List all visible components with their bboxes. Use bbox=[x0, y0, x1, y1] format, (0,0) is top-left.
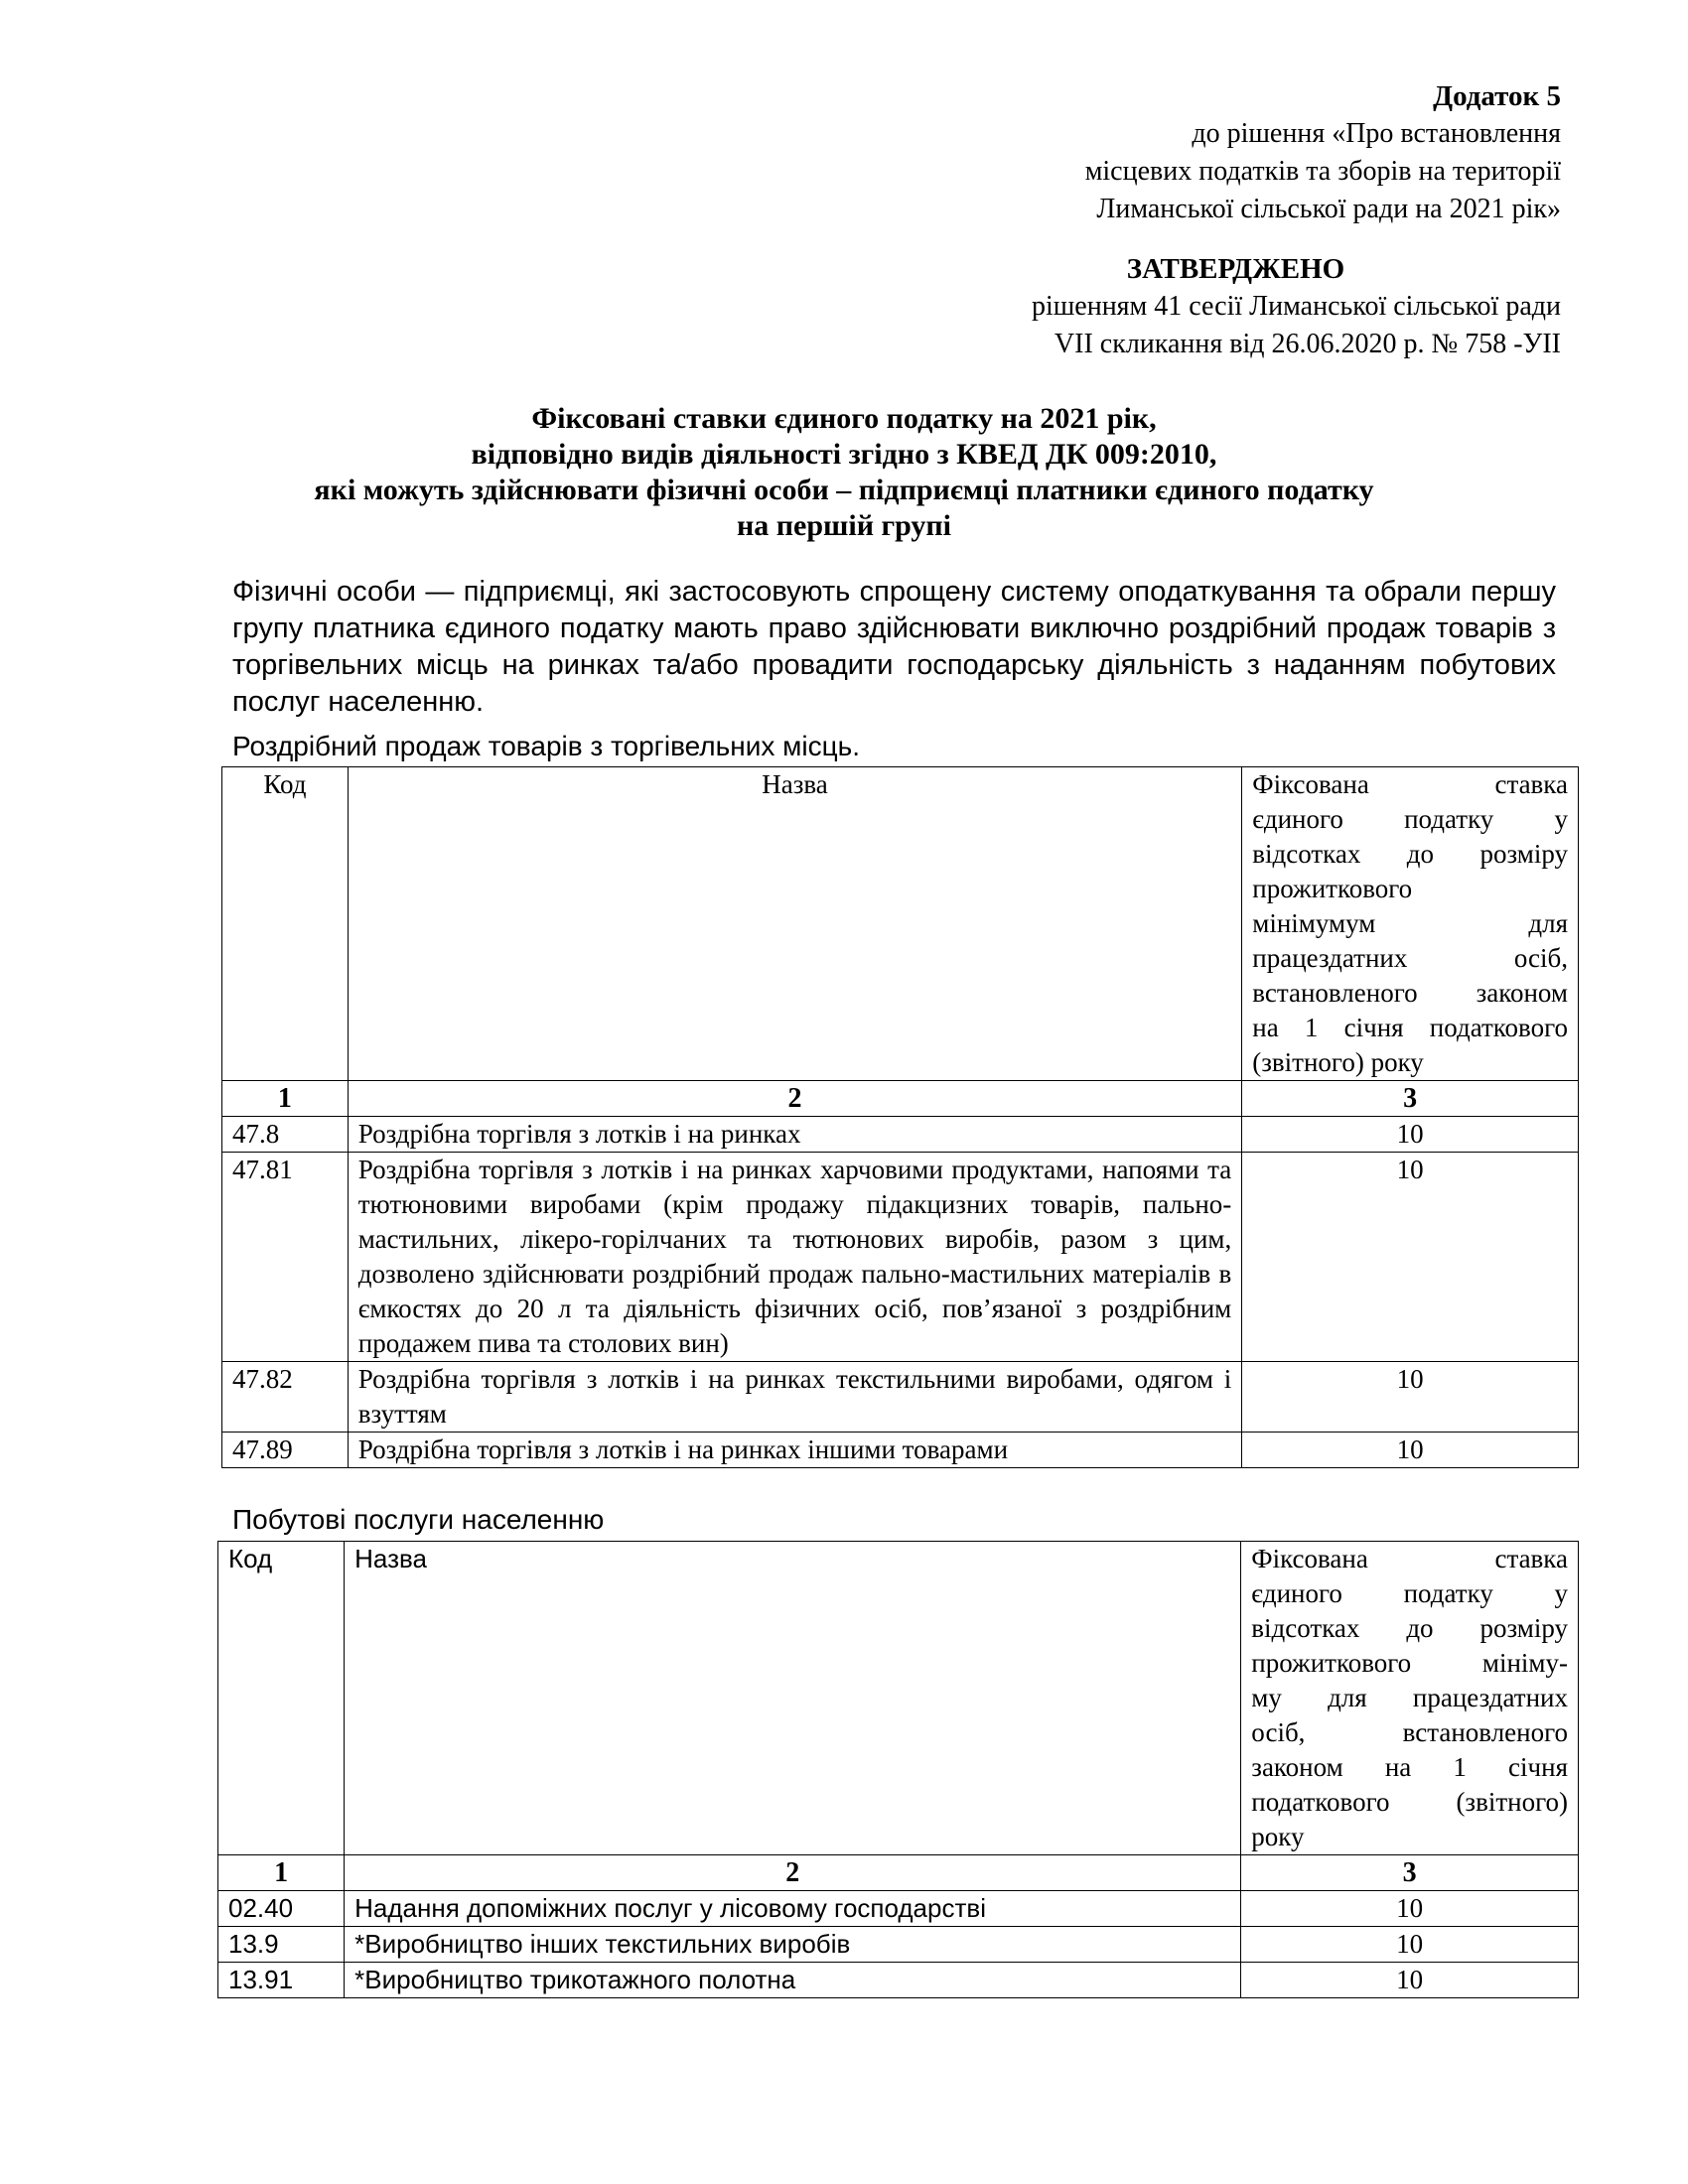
row-rate: 10 bbox=[1242, 1362, 1579, 1433]
header-rate-line: Фіксована ставка bbox=[1251, 1544, 1568, 1573]
appendix-line: місцевих податків та зборів на території bbox=[1084, 156, 1561, 187]
table-header-row bbox=[218, 1542, 1579, 1855]
header-rate-line: (звітного) року bbox=[1252, 1047, 1424, 1077]
approval-title: ЗАТВЕРДЖЕНО bbox=[1126, 253, 1345, 285]
header-rate-line: року bbox=[1251, 1822, 1305, 1851]
appendix-line: до рішення «Про встановлення bbox=[1192, 118, 1561, 149]
title-line: які можуть здійснювати фізичні особи – підприємці платники єдиного податку bbox=[314, 474, 1374, 506]
column-number: 2 bbox=[348, 1081, 1242, 1117]
title-line: відповідно видів діяльності згідно з КВЕД ДК 009:2010, bbox=[471, 438, 1217, 471]
title-line: на першій групі bbox=[736, 509, 952, 542]
row-name: Роздрібна торгівля з лотків і на ринках харчовими продуктами, напоями та тютюновими виробами (крім продажу підакцизних товарів, пально-мастильних, лікеро-горілчаних та тютюнових виробів, разом з цим, дозволено здійснювати роздрібний продаж пально-мастильних матеріалів в ємкостях до 20 л та діяльність фізичних осіб, пов’язаної з роздрібним продажем пива та столових вин) bbox=[348, 1153, 1242, 1362]
header-rate bbox=[1242, 767, 1579, 1081]
document-title bbox=[199, 401, 1489, 544]
row-rate: 10 bbox=[1242, 1117, 1579, 1153]
row-rate: 10 bbox=[1241, 1927, 1579, 1963]
appendix-title: Додаток 5 bbox=[1433, 80, 1561, 112]
retail-rates-table bbox=[221, 766, 1579, 1468]
row-code: 13.9 bbox=[218, 1927, 345, 1963]
row-name: Надання допоміжних послуг у лісовому господарстві bbox=[345, 1891, 1241, 1927]
table-row bbox=[222, 1117, 1579, 1153]
table-row bbox=[222, 1433, 1579, 1468]
row-code: 47.8 bbox=[222, 1117, 349, 1153]
section-retail-label: Роздрібний продаж товарів з торгівельних місць. bbox=[232, 731, 860, 761]
row-rate: 10 bbox=[1242, 1153, 1579, 1362]
column-number-row bbox=[218, 1855, 1579, 1891]
column-number: 3 bbox=[1242, 1081, 1579, 1117]
table-row bbox=[218, 1963, 1579, 1998]
header-rate bbox=[1241, 1542, 1579, 1855]
header-rate-line: осіб, встановленого bbox=[1251, 1717, 1568, 1747]
table-header-row bbox=[222, 767, 1579, 1081]
column-number: 1 bbox=[218, 1855, 345, 1891]
table-row bbox=[222, 1362, 1579, 1433]
row-rate: 10 bbox=[1241, 1963, 1579, 1998]
header-rate-line: встановленого законом bbox=[1252, 978, 1568, 1008]
row-code: 13.91 bbox=[218, 1963, 345, 1998]
header-rate-line: єдиного податку у bbox=[1251, 1578, 1568, 1608]
header-rate-line: відсотках до розміру bbox=[1252, 839, 1568, 869]
approval-line: VІІ скликання від 26.06.2020 р. № 758 -УІІ bbox=[1054, 329, 1561, 359]
row-code: 47.81 bbox=[222, 1153, 349, 1362]
row-name: Роздрібна торгівля з лотків і на ринках bbox=[348, 1117, 1242, 1153]
table-row bbox=[222, 1153, 1579, 1362]
row-name: Роздрібна торгівля з лотків і на ринках текстильними виробами, одягом і взуттям bbox=[348, 1362, 1242, 1433]
title-line: Фіксовані ставки єдиного податку на 2021 рік, bbox=[531, 402, 1157, 435]
column-number: 1 bbox=[222, 1081, 349, 1117]
table-row bbox=[218, 1927, 1579, 1963]
table-row bbox=[218, 1891, 1579, 1927]
appendix-line: Лиманської сільської ради на 2021 рік» bbox=[1096, 194, 1561, 224]
column-number: 2 bbox=[345, 1855, 1241, 1891]
row-name: Роздрібна торгівля з лотків і на ринках іншими товарами bbox=[348, 1433, 1242, 1468]
header-rate-line: податкового (звітного) bbox=[1251, 1787, 1568, 1817]
row-name: *Виробництво інших текстильних виробів bbox=[345, 1927, 1241, 1963]
column-number: 3 bbox=[1241, 1855, 1579, 1891]
header-code: Код bbox=[218, 1542, 345, 1855]
row-code: 02.40 bbox=[218, 1891, 345, 1927]
header-name: Назва bbox=[345, 1542, 1241, 1855]
header-rate-line: на 1 січня податкового bbox=[1252, 1013, 1568, 1042]
approval-line: рішенням 41 сесії Лиманської сільської ради bbox=[1031, 291, 1561, 322]
services-rates-table bbox=[217, 1541, 1579, 1998]
header-rate-line: мінімумум для bbox=[1252, 908, 1568, 938]
header-rate-line: му для працездатних bbox=[1251, 1683, 1568, 1712]
header-code: Код bbox=[222, 767, 349, 1081]
row-name: *Виробництво трикотажного полотна bbox=[345, 1963, 1241, 1998]
row-rate: 10 bbox=[1241, 1891, 1579, 1927]
header-rate-line: Фіксована ставка bbox=[1252, 769, 1568, 799]
header-name: Назва bbox=[348, 767, 1242, 1081]
header-rate-line: прожиткового мініму- bbox=[1251, 1648, 1568, 1678]
header-rate-line: прожиткового bbox=[1252, 874, 1413, 903]
intro-paragraph: Фізичні особи — підприємці, які застосовують спрощену систему оподаткування та обрали першу групу платника єдиного податку мають право здійснювати виключно роздрібний продаж товарів з торгівельних місць на ринках та/або провадити господарську діяльність з наданням побутових послуг населенню. bbox=[232, 576, 1556, 718]
appendix-block bbox=[1085, 77, 1561, 228]
column-number-row bbox=[222, 1081, 1579, 1117]
section-services-label: Побутові послуги населенню bbox=[232, 1504, 605, 1535]
header-rate-line: працездатних осіб, bbox=[1252, 943, 1568, 973]
row-rate: 10 bbox=[1242, 1433, 1579, 1468]
approval-block bbox=[1005, 250, 1561, 363]
row-code: 47.82 bbox=[222, 1362, 349, 1433]
header-rate-line: відсотках до розміру bbox=[1251, 1613, 1568, 1643]
header-rate-line: єдиного податку у bbox=[1252, 804, 1568, 834]
header-rate-line: законом на 1 січня bbox=[1251, 1752, 1568, 1782]
row-code: 47.89 bbox=[222, 1433, 349, 1468]
